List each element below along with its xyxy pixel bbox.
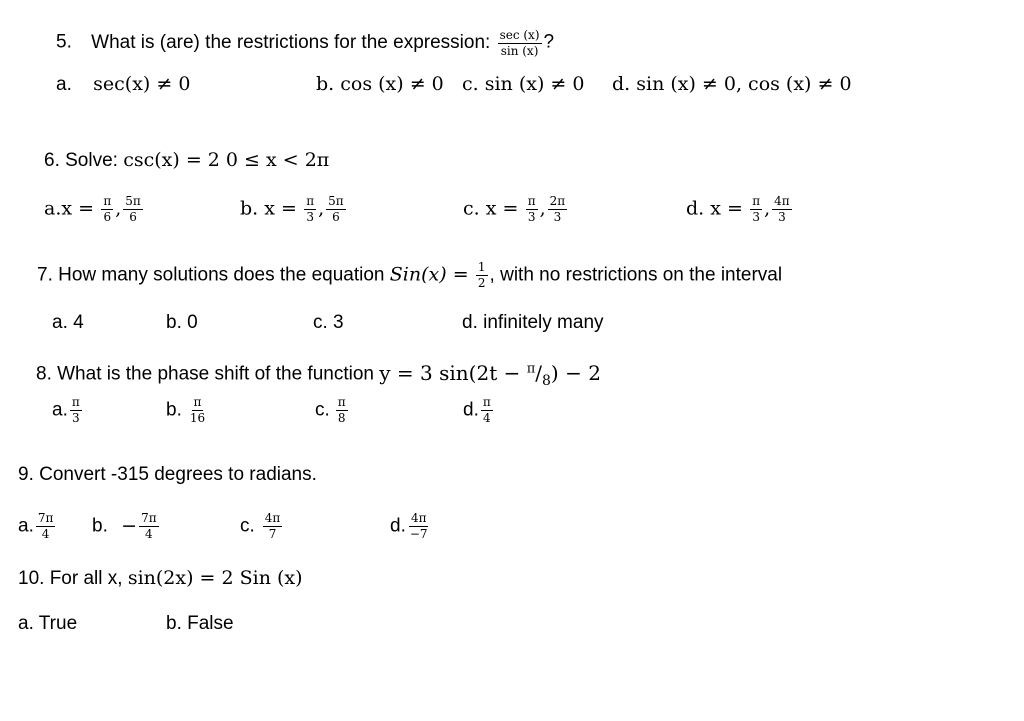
q5-text: What is (are) the restrictions for the expression: [91, 31, 491, 53]
q9-c-den: 7 [268, 527, 277, 542]
q7-option-c: c. 3 [313, 312, 344, 333]
q6-a-f2-num: 5π [123, 195, 143, 210]
q8-eight: 8 [542, 372, 551, 389]
q9-question: 9. Convert -315 degrees to radians. [18, 464, 317, 485]
q10-option-b: b. False [166, 613, 234, 634]
q7-suffix: , with no restrictions on the interval [489, 264, 783, 286]
q9-b-num: 7π [139, 512, 159, 527]
q7-frac-den: 2 [477, 276, 486, 291]
q6-a-f1-den: 6 [103, 210, 112, 225]
q6-option-a [44, 195, 145, 224]
q8-b-label: b. [166, 399, 182, 421]
q6-b-comma: , [318, 197, 325, 220]
q7-option-a: a. 4 [52, 312, 84, 333]
q8-c-label: c. [315, 399, 330, 421]
q8-a-den: 3 [71, 411, 80, 426]
q8-d-num: π [481, 396, 493, 411]
q6-c-f2-den: 3 [553, 210, 562, 225]
q10-option-a: a. True [18, 613, 78, 634]
q8-question [36, 362, 601, 388]
q8-equation [379, 360, 601, 389]
q6-b-f1-den: 3 [306, 210, 314, 225]
q7-frac-num: 1 [476, 261, 488, 276]
q6-a-f2-den: 6 [129, 210, 137, 225]
q8-d-label: d. [463, 399, 479, 421]
q9-d-den: −7 [409, 527, 428, 542]
q8-option-c [315, 396, 350, 425]
q9-b-den: 4 [145, 527, 153, 542]
q10-question [18, 569, 303, 588]
q7-option-d: d. infinitely many [462, 312, 604, 333]
q6-b-f2-den: 6 [332, 210, 340, 225]
q6-a-comma: , [115, 197, 122, 220]
q7-prefix: 7. How many solutions does the equation [37, 264, 390, 286]
q9-c-label: c. [240, 515, 255, 537]
q5-expr-den: sin (x) [500, 44, 539, 59]
q8-option-a [52, 396, 84, 425]
q5-expr-num: sec (x) [498, 29, 542, 44]
q5-a-label: a. [56, 74, 72, 95]
q6-option-b [240, 195, 348, 224]
q5-qmark: ? [543, 31, 555, 53]
q5-number: 5. [56, 31, 72, 53]
q7-question [37, 261, 782, 290]
q6-c-comma: , [539, 197, 546, 220]
q6-option-c [463, 195, 569, 224]
q6-d-label: d. x = [686, 197, 743, 220]
q10-prefix: 10. For all x, [18, 568, 128, 589]
q6-c-f1-den: 3 [527, 210, 536, 225]
q9-option-c [240, 512, 284, 541]
q6-question [44, 151, 329, 170]
q5-option-b: b. cos (x) ≠ 0 [316, 73, 444, 95]
q8-eq-end: ) − 2 [550, 360, 601, 385]
q6-d-f2-den: 3 [778, 210, 786, 225]
q8-b-den: 16 [189, 411, 206, 426]
q7-option-b: b. 0 [166, 312, 198, 333]
q8-eq-start: y = 3 sin(2t − [379, 360, 527, 385]
q9-option-a [18, 512, 57, 541]
q8-option-b [166, 396, 209, 425]
q9-option-d [390, 512, 432, 541]
q5-option-a [56, 75, 190, 94]
q6-b-label: b. x = [240, 197, 297, 220]
q5-a-text: sec(x) ≠ 0 [93, 73, 191, 95]
q5-expression [498, 29, 542, 58]
q8-b-num: π [192, 396, 204, 411]
q6-b-f2-num: 5π [326, 195, 346, 210]
q10-equation: sin(2x) = 2 Sin (x) [127, 567, 303, 589]
q6-prefix: 6. Solve: [44, 150, 124, 171]
q5-option-d: d. sin (x) ≠ 0, cos (x) ≠ 0 [612, 73, 852, 95]
q9-d-label: d. [390, 515, 406, 537]
q8-prefix: 8. What is the phase shift of the function [36, 363, 380, 385]
q9-a-num: 7π [36, 512, 56, 527]
q6-b-f1-num: π [304, 195, 316, 210]
q6-d-f1-den: 3 [752, 210, 760, 225]
q6-d-f2-num: 4π [772, 195, 792, 210]
q8-c-den: 8 [337, 411, 346, 426]
q7-eq: Sin(x) = [389, 263, 469, 286]
q8-slash: / [535, 360, 542, 385]
q5-option-c: c. sin (x) ≠ 0 [462, 73, 585, 95]
q6-d-comma: , [764, 197, 771, 220]
q9-c-num: 4π [263, 512, 283, 527]
q5-question [56, 28, 554, 57]
q6-equation: csc(x) = 2 0 ≤ x < 2π [123, 149, 330, 171]
q6-a-f1-num: π [101, 195, 113, 210]
q8-a-label: a. [52, 399, 68, 421]
q9-b-minus: − [121, 514, 138, 537]
q8-pi: π [526, 361, 536, 376]
q6-c-f1-num: π [526, 195, 538, 210]
q8-a-num: π [70, 396, 82, 411]
q6-c-label: c. x = [463, 197, 519, 220]
q6-d-f1-num: π [750, 195, 762, 210]
q6-c-f2-num: 2π [548, 195, 568, 210]
q9-a-label: a. [18, 515, 34, 537]
q9-d-num: 4π [409, 512, 429, 527]
q9-b-label: b. [92, 515, 108, 537]
q8-c-num: π [336, 396, 348, 411]
q8-d-den: 4 [482, 411, 491, 426]
q6-a-label: a.x = [44, 197, 95, 220]
q8-option-d [463, 396, 495, 425]
q9-a-den: 4 [41, 527, 50, 542]
q6-option-d [686, 195, 794, 224]
q9-option-b [92, 512, 161, 541]
